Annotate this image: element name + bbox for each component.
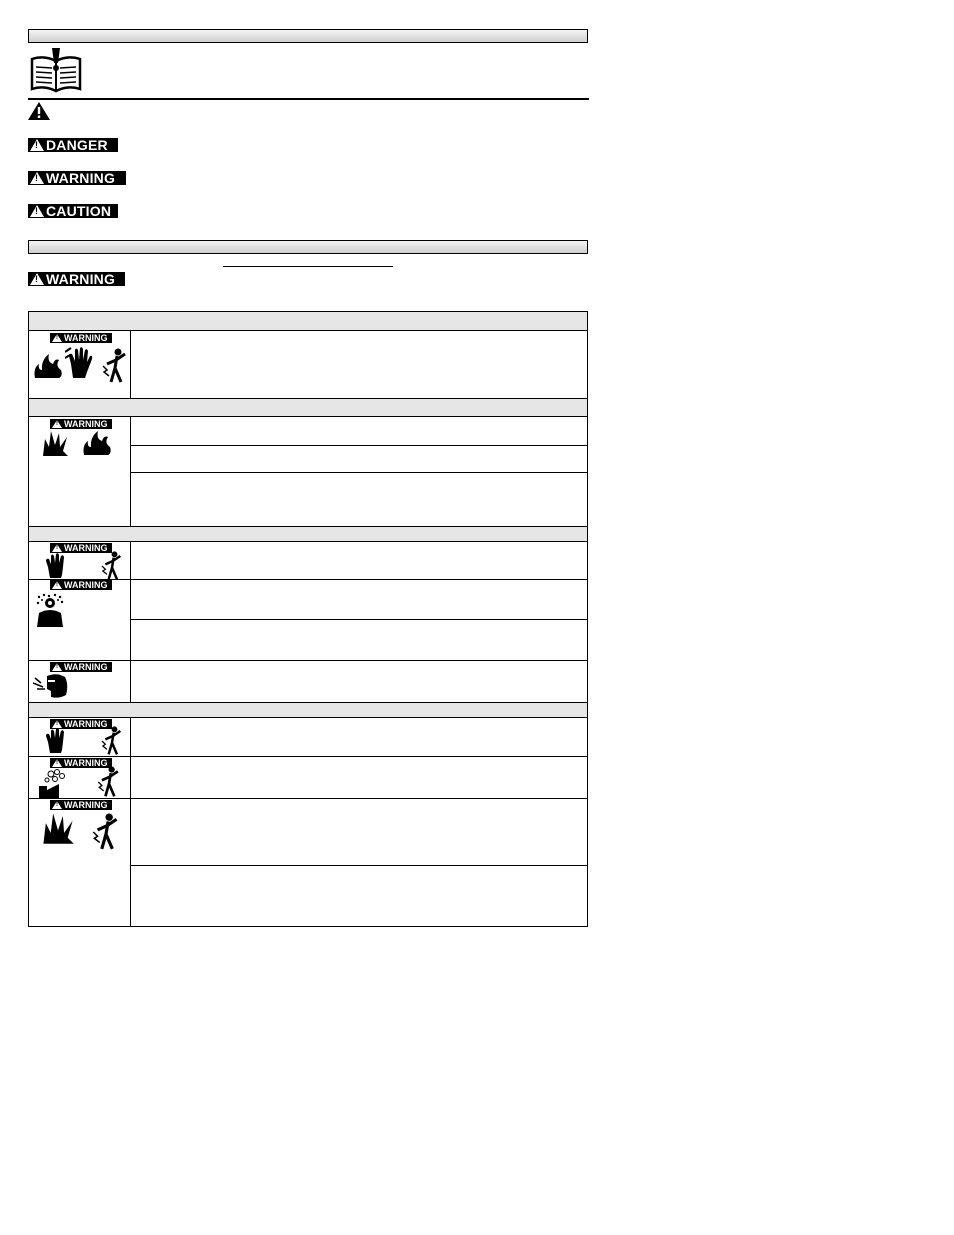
warning-badge-small: ! WARNING <box>50 719 112 729</box>
alert-triangle-icon <box>30 273 44 285</box>
danger-label: DANGER <box>46 137 108 153</box>
warning-badge-small: ! WARNING <box>50 543 112 553</box>
electric-shock-icon <box>99 551 125 581</box>
electric-shock-icon <box>95 766 123 798</box>
row-divider <box>131 472 587 473</box>
alert-triangle-icon <box>30 205 44 217</box>
spray-hazard-icon <box>37 768 71 798</box>
stop-hand-icon <box>45 728 67 754</box>
warning-badge-small: ! WARNING <box>50 419 112 429</box>
row-divider <box>29 660 587 661</box>
alert-triangle-icon <box>52 334 62 342</box>
warning-label-2: WARNING <box>46 271 116 287</box>
electric-shock-icon <box>99 726 125 756</box>
hazard-table <box>28 311 588 927</box>
alert-triangle-icon <box>52 581 62 589</box>
alert-triangle-icon <box>30 172 44 184</box>
underline-rule <box>223 266 393 267</box>
fire-icon <box>33 350 63 380</box>
alert-triangle-icon <box>52 544 62 552</box>
warning-badge-small: ! WARNING <box>50 800 112 810</box>
group-header-2 <box>29 398 587 417</box>
warning-badge-2 <box>28 272 125 286</box>
warning-badge <box>28 171 126 185</box>
section-divider <box>28 98 589 100</box>
caution-label: CAUTION <box>46 203 112 219</box>
row-divider <box>131 619 587 620</box>
alert-triangle-icon <box>52 759 62 767</box>
warning-badge-small: ! WARNING <box>50 333 112 343</box>
alert-triangle-icon <box>52 420 62 428</box>
group-header-4 <box>29 702 587 718</box>
warning-badge-small: ! WARNING <box>50 580 112 590</box>
alert-triangle-icon <box>52 720 62 728</box>
alert-triangle-icon <box>52 801 62 809</box>
column-divider <box>130 542 131 702</box>
warning-label: WARNING <box>46 170 116 186</box>
hand-burn-icon <box>65 346 97 380</box>
caution-badge <box>28 204 118 218</box>
group-header-3 <box>29 526 587 542</box>
electric-shock-icon <box>101 348 129 384</box>
row-divider <box>29 756 587 757</box>
fire-icon <box>82 427 112 457</box>
alert-triangle-icon <box>52 663 62 671</box>
safety-alert-icon <box>28 102 50 120</box>
eye-protection-icon <box>33 673 69 699</box>
section-header-bar-2 <box>28 240 588 254</box>
section-header-bar-1 <box>28 29 588 43</box>
row-divider <box>131 865 587 866</box>
electric-shock-icon <box>91 813 121 851</box>
read-manual-icon <box>30 47 82 93</box>
warning-badge-small: ! WARNING <box>50 662 112 672</box>
alert-triangle-icon <box>30 139 44 151</box>
danger-badge <box>28 138 118 152</box>
explosion-icon <box>41 429 69 457</box>
stop-hand-icon <box>45 553 67 579</box>
row-divider <box>131 445 587 446</box>
warning-badge-small: ! WARNING <box>50 758 112 768</box>
row-divider <box>29 798 587 799</box>
column-divider <box>130 718 131 927</box>
group-header-1 <box>29 311 587 331</box>
flying-debris-icon <box>35 593 65 627</box>
column-divider <box>130 331 131 399</box>
explosion-icon <box>41 811 75 845</box>
